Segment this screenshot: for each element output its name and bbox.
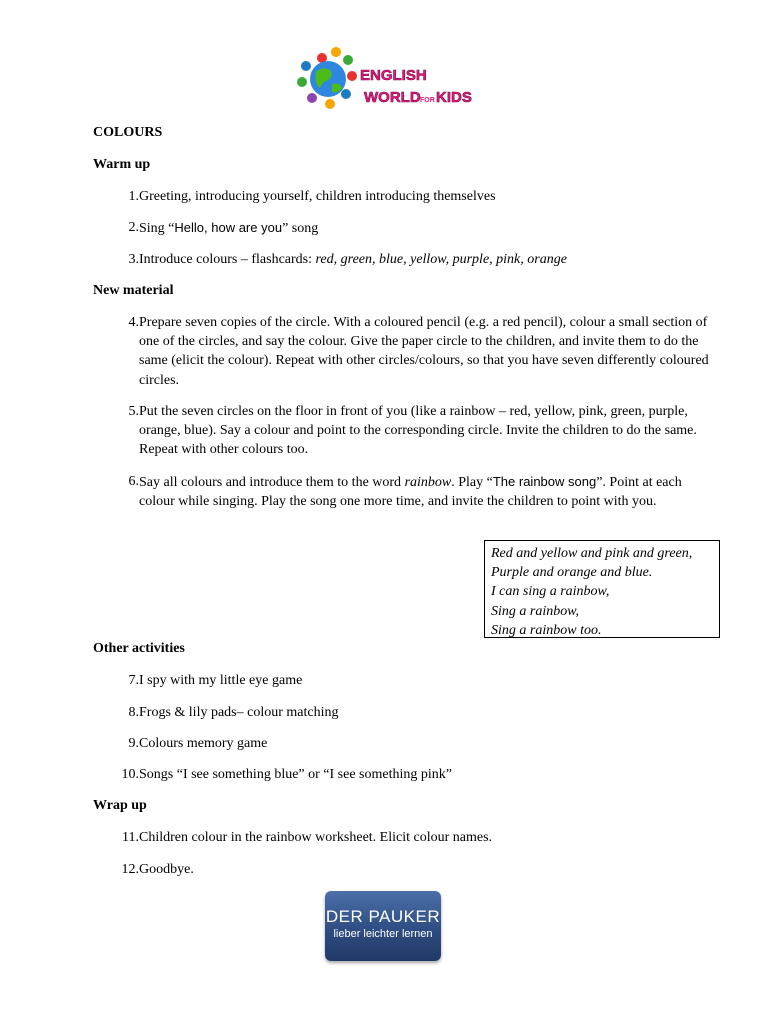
pauker-logo-title: DER PAUKER [325,907,441,926]
list-item [113,671,713,690]
list-item [113,734,713,753]
lyric-line: Red and yellow and pink and green, [491,546,693,561]
lyric-line: Sing a rainbow too. [491,622,602,638]
emphasized-word: rainbow [404,475,452,490]
list-item [113,250,713,269]
list-item-text: Songs “I see something blue” or “I see something pink” [139,767,452,782]
list-item-text [139,250,713,269]
text-segment: ”. Point at each colour while singing. Play the song one more time, and invite the children to point with you. [139,475,682,510]
list-item [113,472,713,511]
list-item-text: Children colour in the rainbow worksheet. Elicit colour names. [139,830,493,845]
logo-text-world: WORLD [364,89,421,106]
list-item [113,218,713,238]
list-item-text [139,472,713,511]
list-item-number: 10. [121,767,139,782]
logo-text-kids: KIDS [436,89,472,106]
list-item-number: 9. [128,736,139,751]
list-item-text [139,218,713,238]
song-lyrics-box [484,540,720,638]
der-pauker-logo [325,891,441,961]
colour-list: red, green, blue, yellow, purple, pink, orange [315,252,567,267]
section-heading-other-activities: Other activities [93,641,185,656]
song-title: The rainbow song [492,474,597,489]
text-segment: Say all colours and introduce them to the word [139,475,405,490]
list-item-number: 6. [128,474,139,489]
list-item-number: 2. [128,220,139,235]
lyric-line: Purple and orange and blue. [491,565,653,581]
text-segment: Sing “ [139,221,175,236]
section-heading-new-material: New material [93,283,174,298]
pauker-logo-tagline: lieber leichter lernen [333,928,433,940]
list-item-number: 11. [122,830,139,845]
lyric-line: I can sing a rainbow, [491,584,610,600]
list-item-text: Greeting, introducing yourself, children introducing themselves [139,189,496,204]
list-item-text: Put the seven circles on the floor in front of you (like a rainbow – red, yellow, pink, green, purple, orange, blue). Say a colour and point to the corresponding circle. Invite the children to do the same. Repeat with other colours too. [139,404,697,458]
list-item-text: Frogs & lily pads– colour matching [139,705,339,720]
section-heading-warm-up: Warm up [93,157,151,172]
list-item-text: Prepare seven copies of the circle. With a coloured pencil (e.g. a red pencil), colour a small section of one of the circles, and say the colour. Give the paper circle to the children, and invite them to do the same (elicit the colour). Repeat with other circles/colours, so that you have seven differently coloured circles. [139,315,709,388]
list-item-text: Colours memory game [139,736,268,751]
list-item [113,765,713,784]
list-item-text: Goodbye. [139,862,194,877]
list-item-text: I spy with my little eye game [139,673,303,688]
list-item-number: 5. [128,404,139,419]
list-item [113,860,713,879]
text-segment: . Play “ [451,475,493,490]
text-segment: ” song [282,221,319,236]
document-title: COLOURS [93,125,163,140]
song-title: Hello, how are you [174,220,283,235]
list-item-number: 12. [121,862,139,877]
logo-text-for: FOR [420,97,435,104]
list-item [113,187,713,206]
list-item-number: 8. [128,705,139,720]
list-item [113,313,713,390]
list-item-number: 1. [128,189,139,204]
text-segment: Introduce colours – flashcards: [139,252,316,267]
list-item-number: 7. [128,673,139,688]
lyric-line: Sing a rainbow, [491,603,580,619]
list-item-number: 4. [128,315,139,330]
logo-text-english: ENGLISH [360,67,427,84]
section-heading-wrap-up: Wrap up [93,798,147,813]
english-world-for-kids-logo [286,42,486,122]
list-item [113,703,713,722]
list-item-number: 3. [128,252,139,267]
list-item [113,402,713,460]
list-item [113,828,713,847]
